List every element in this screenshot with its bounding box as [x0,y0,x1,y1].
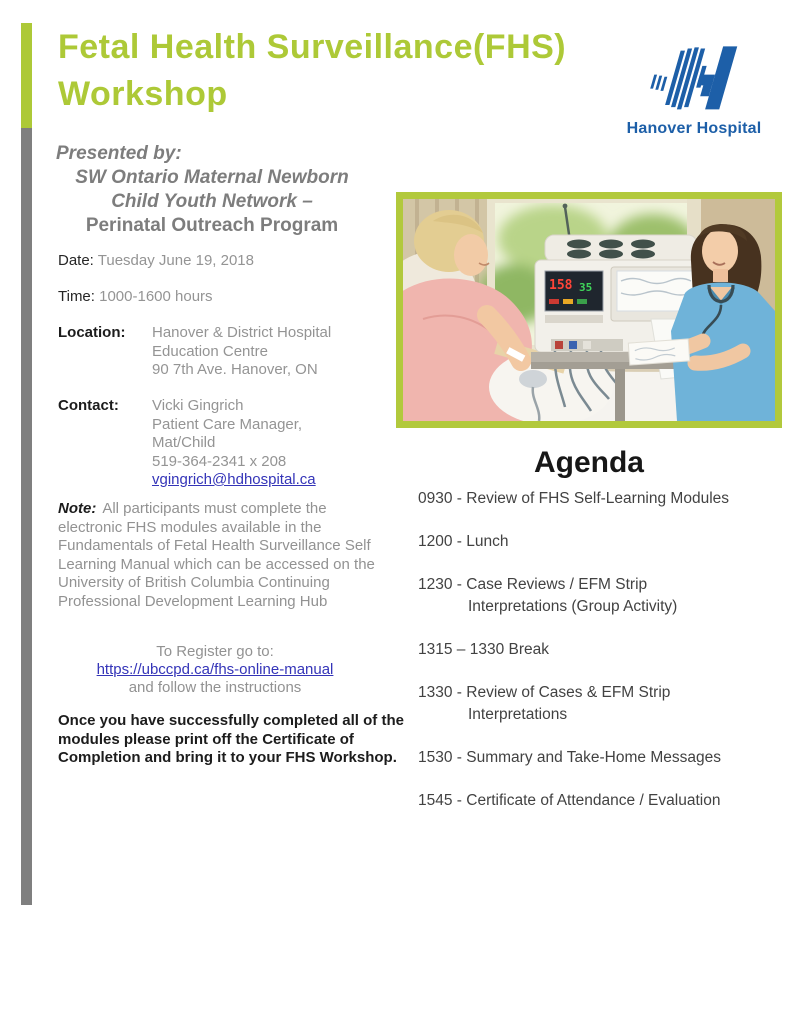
agenda-item-line2: Interpretations (Group Activity) [468,598,678,615]
location-row [58,324,388,380]
agenda-heading: Agenda [533,446,644,479]
contact-value [152,397,316,490]
presented-by-line1: SW Ontario Maternal Newborn [75,167,349,188]
agenda-item [418,531,780,553]
contact-row [58,397,388,490]
contact-label: Contact: [58,397,119,414]
contact-line: 519-364-2341 x 208 [152,452,287,470]
agenda-item-line1: 1530 - Summary and Take-Home Messages [418,749,721,766]
page-title-line2: Workshop [58,75,228,113]
contact-line: Vicki Gingrich [152,397,244,414]
agenda-item-line1: 0930 - Review of FHS Self-Learning Modules [418,490,730,507]
location-line: Hanover & District Hospital [152,324,332,341]
hanover-hospital-h-icon [635,42,753,118]
date-row [58,252,388,271]
location-label: Location: [58,324,126,341]
register-intro: To Register go to: [156,643,274,660]
register-outro: and follow the instructions [128,679,302,696]
agenda-item [418,574,780,618]
time-row [58,288,388,307]
register-block [48,643,382,697]
svg-text:35: 35 [579,281,593,294]
contact-line: Mat/Child [152,434,216,451]
agenda-item-line2: Interpretations [468,706,568,723]
agenda-item [418,639,780,661]
date-value: Tuesday June 19, 2018 [97,252,254,269]
note-paragraph [58,500,384,612]
agenda-item [418,747,780,769]
presented-by-heading: Presented by: [56,143,182,164]
agenda-list [418,488,780,833]
svg-text:158: 158 [549,278,573,293]
workshop-photo-illustration [403,199,775,421]
note-text: All participants must complete the electronic FHS modules available in the Fundamentals of Fetal Health Surveillance Self Learning Manual which can be accessed on the University of British Columbia Continuing Professional Development Learning Hub [58,500,375,610]
register-url-link[interactable]: https://ubccpd.ca/fhs-online-manual [96,661,334,678]
left-accent-bar-gray [21,128,32,905]
agenda-item-line1: 1200 - Lunch [418,533,509,550]
contact-email-link[interactable]: vgingrich@hdhospital.ca [152,471,316,488]
date-label: Date: [58,252,94,269]
agenda-item [418,488,780,510]
contact-line: Patient Care Manager, [152,415,303,433]
hanover-hospital-logo [616,42,772,138]
location-line: 90 7th Ave. Hanover, ON [152,361,318,378]
presented-by-line2: Child Youth Network – [111,191,313,212]
hanover-hospital-logo-text: Hanover Hospital [626,120,762,137]
note-label: Note: [58,500,97,517]
location-line: Education Centre [152,342,268,360]
time-value: 1000-1600 hours [99,288,213,305]
presented-by-block [56,142,368,238]
page-title-line1: Fetal Health Surveillance(FHS) [58,28,567,66]
location-value [152,324,331,380]
presented-by-line3: Perinatal Outreach Program [85,215,339,236]
workshop-photo [396,192,782,428]
time-label: Time: [58,288,95,305]
agenda-item-line1: 1330 - Review of Cases & EFM Strip [418,684,671,701]
closing-paragraph: Once you have successfully completed all of the modules please print off the Certificate of Completion and bring it to your FHS Workshop. [58,712,404,767]
agenda-item [418,790,780,812]
agenda-item-line1: 1315 – 1330 Break [418,641,549,658]
agenda-item [418,682,780,726]
page-title [58,24,638,118]
agenda-item-line1: 1230 - Case Reviews / EFM Strip [418,576,648,593]
agenda-item-line1: 1545 - Certificate of Attendance / Evaluation [418,792,721,809]
left-accent-bar-green [21,23,32,128]
